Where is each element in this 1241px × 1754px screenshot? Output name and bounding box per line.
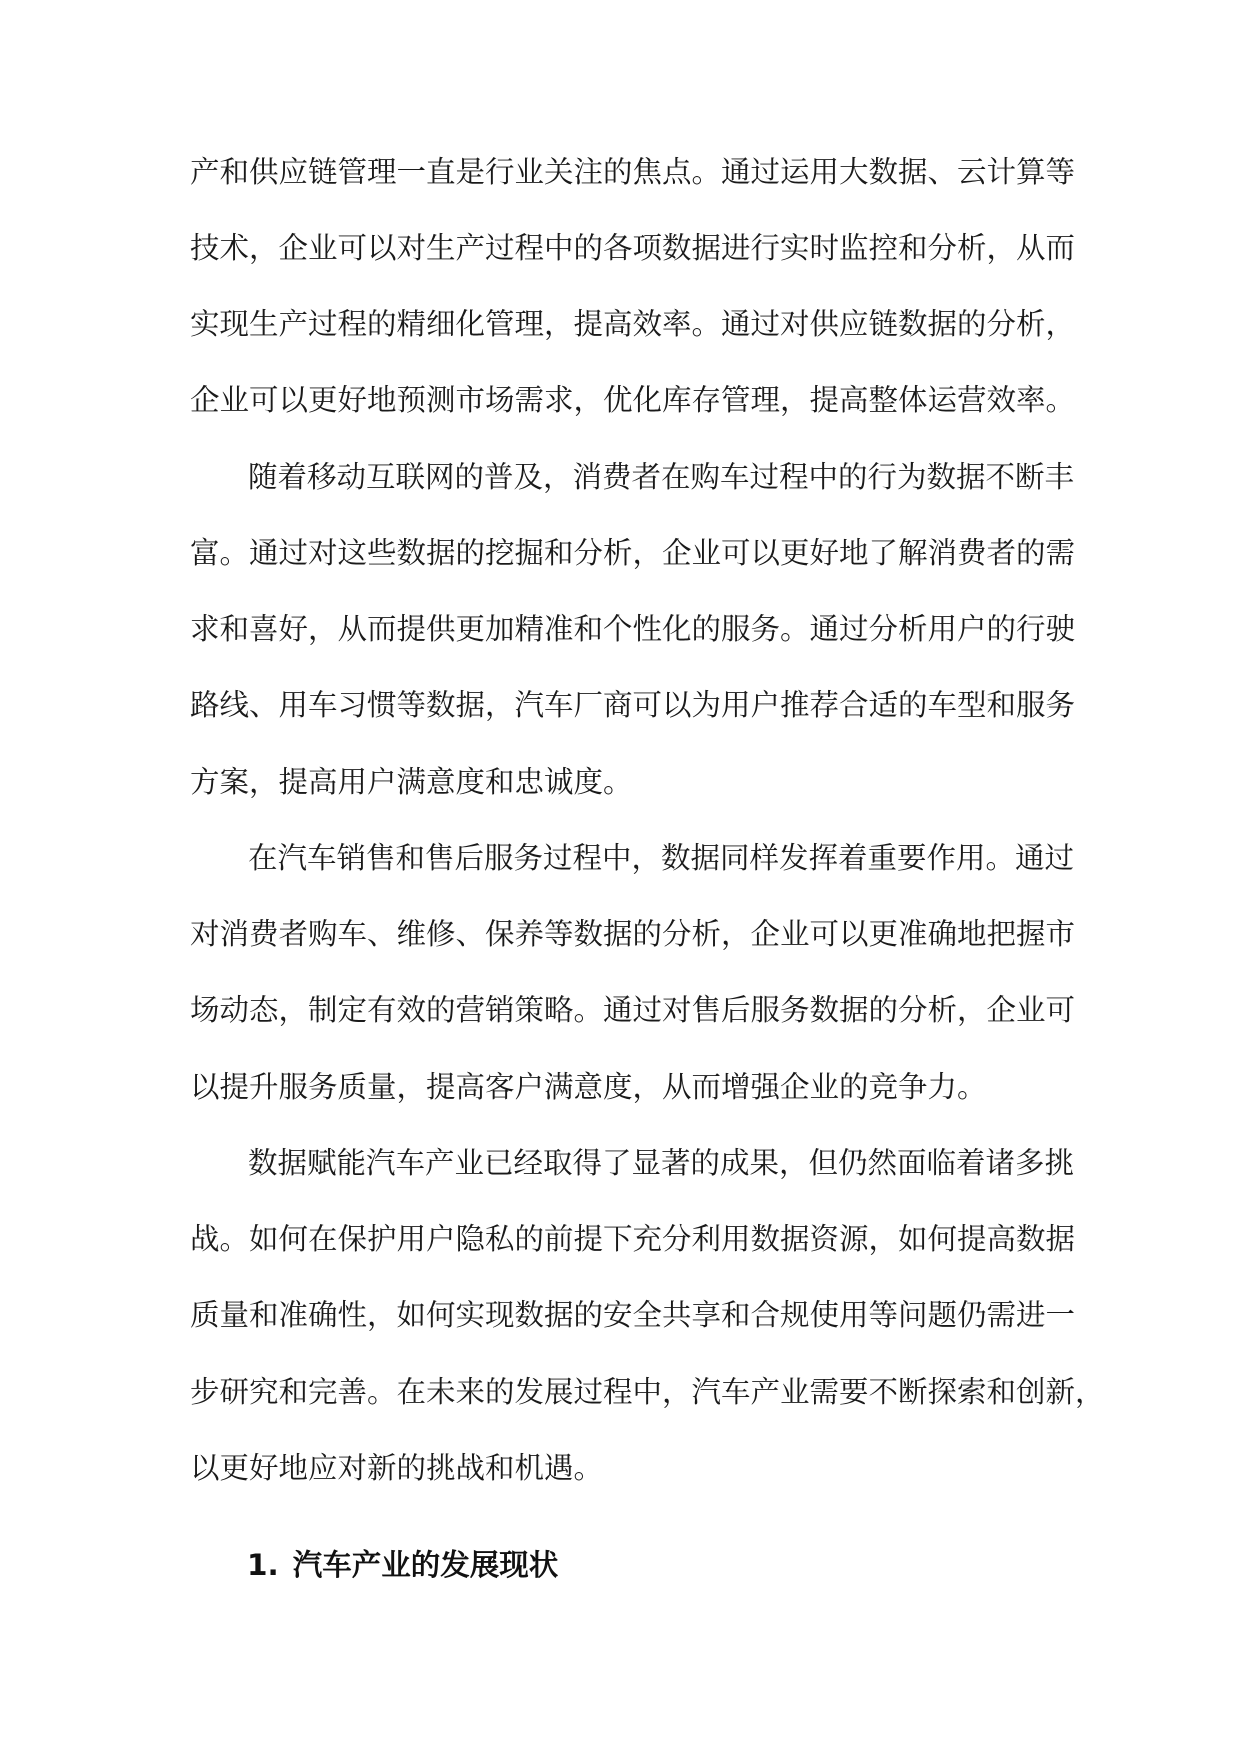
paragraph-line: 随着移动互联网的普及，消费者在购车过程中的行为数据不断丰 bbox=[248, 460, 1075, 494]
paragraph-line: 步研究和完善。在未来的发展过程中，汽车产业需要不断探索和创新， bbox=[190, 1375, 1105, 1409]
paragraph-line: 质量和准确性，如何实现数据的安全共享和合规使用等问题仍需进一 bbox=[190, 1298, 1076, 1332]
paragraph-line: 技术，企业可以对生产过程中的各项数据进行实时监控和分析，从而 bbox=[190, 231, 1076, 265]
paragraph-line: 战。如何在保护用户隐私的前提下充分利用数据资源，如何提高数据 bbox=[190, 1222, 1076, 1256]
paragraph-line: 企业可以更好地预测市场需求，优化库存管理，提高整体运营效率。 bbox=[190, 383, 1076, 417]
paragraph-line: 对消费者购车、维修、保养等数据的分析，企业可以更准确地把握市 bbox=[190, 917, 1076, 951]
paragraph-line: 场动态，制定有效的营销策略。通过对售后服务数据的分析，企业可 bbox=[190, 993, 1076, 1027]
paragraph-line: 方案，提高用户满意度和忠诚度。 bbox=[190, 765, 633, 799]
paragraph-line: 产和供应链管理一直是行业关注的焦点。通过运用大数据、云计算等 bbox=[190, 155, 1076, 189]
section-title: 汽车产业的发展现状 bbox=[292, 1548, 559, 1582]
paragraph-line: 路线、用车习惯等数据，汽车厂商可以为用户推荐合适的车型和服务 bbox=[190, 688, 1076, 722]
paragraph-line: 求和喜好，从而提供更加精准和个性化的服务。通过分析用户的行驶 bbox=[190, 612, 1076, 646]
paragraph-line: 以提升服务质量，提高客户满意度，从而增强企业的竞争力。 bbox=[190, 1070, 987, 1104]
paragraph-line: 富。通过对这些数据的挖掘和分析，企业可以更好地了解消费者的需 bbox=[190, 536, 1076, 570]
paragraph-line: 在汽车销售和售后服务过程中，数据同样发挥着重要作用。通过 bbox=[248, 841, 1075, 875]
paragraph-line: 实现生产过程的精细化管理，提高效率。通过对供应链数据的分析， bbox=[190, 307, 1076, 341]
section-heading bbox=[247, 1545, 558, 1585]
paragraph-line: 以更好地应对新的挑战和机遇。 bbox=[190, 1451, 604, 1485]
paragraph-line: 数据赋能汽车产业已经取得了显著的成果，但仍然面临着诸多挑 bbox=[248, 1146, 1075, 1180]
section-number: 1. bbox=[247, 1548, 279, 1582]
